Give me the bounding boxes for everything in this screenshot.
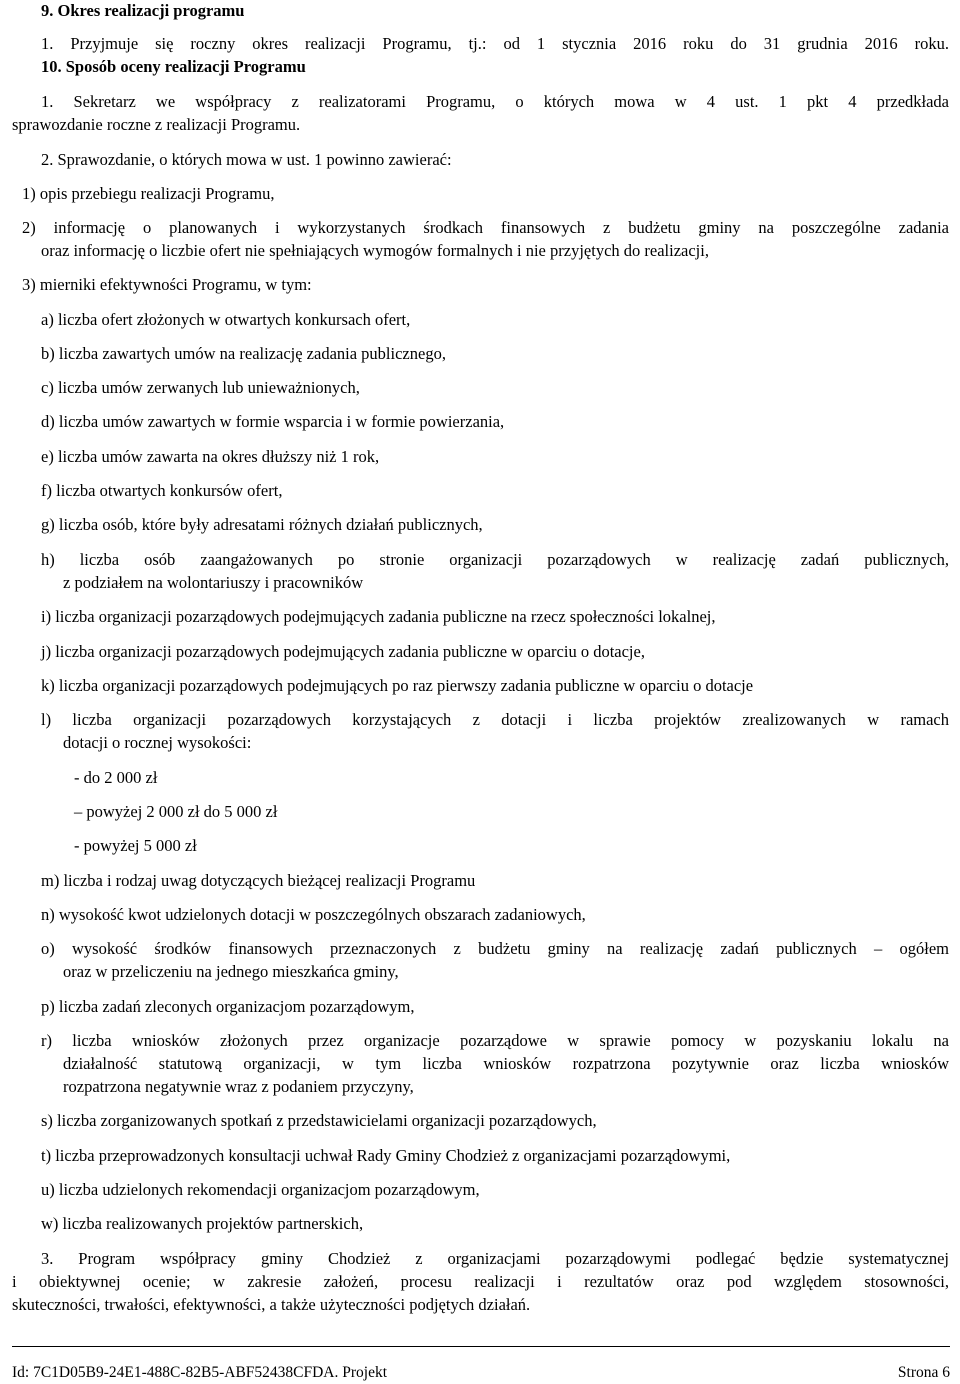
footer-divider (12, 1346, 950, 1347)
measure-l-line1: l) liczba organizacji pozarządowych korzystających z dotacji i liczba projektów zrealizowanych w ramach (41, 710, 949, 729)
measure-b: b) liczba zawartych umów na realizację zadania publicznego, (41, 344, 446, 363)
list-item-2-line1: 2) informację o planowanych i wykorzystanych środkach finansowych z budżetu gminy na poszczególne zadania (22, 218, 949, 237)
measure-w: w) liczba realizowanych projektów partnerskich, (41, 1214, 364, 1233)
paragraph-3-line2: i obiektywnej ocenie; w zakresie założeń, procesu realizacji i rezultatów oraz pod względem stosowności, (12, 1272, 949, 1291)
list-item-3: 3) mierniki efektywności Programu, w tym: (22, 275, 312, 294)
footer-document-id: Id: 7C1D05B9-24E1-488C-82B5-ABF52438CFDA. Projekt (12, 1364, 388, 1381)
measure-r-line3: rozpatrzona negatywnie wraz z podaniem przyczyny, (63, 1077, 414, 1096)
list-item-1: 1) opis przebiegu realizacji Programu, (22, 184, 275, 203)
measure-c: c) liczba umów zerwanych lub unieważnionych, (41, 378, 360, 397)
paragraph-3-line3: skuteczności, trwałości, efektywności, a także użyteczności podjętych działań. (12, 1295, 531, 1314)
measure-o-line1: o) wysokość środków finansowych przeznaczonych z budżetu gminy na realizację zadań publicznych – ogółem (41, 939, 949, 958)
measure-k: k) liczba organizacji pozarządowych podejmujących po raz pierwszy zadania publiczne w oparciu o dotacje (41, 676, 754, 695)
footer-page-number: Strona 6 (897, 1364, 950, 1381)
section-heading-9: 9. Okres realizacji programu (41, 1, 245, 20)
measure-h-line1: h) liczba osób zaangażowanych po stronie organizacji pozarządowych w realizację zadań publicznych, (41, 550, 949, 569)
measure-t: t) liczba przeprowadzonych konsultacji uchwał Rady Gminy Chodzież z organizacjami pozarządowymi, (41, 1146, 731, 1165)
measure-l-sub3: - powyżej 5 000 zł (74, 836, 197, 855)
measure-l-sub1: - do 2 000 zł (74, 768, 158, 787)
measure-p: p) liczba zadań zleconych organizacjom pozarządowym, (41, 997, 415, 1016)
measure-r-line2: działalność statutową organizacji, w tym liczba wniosków rozpatrzona pozytywnie oraz liczba wniosków (63, 1054, 949, 1073)
measure-u: u) liczba udzielonych rekomendacji organizacjom pozarządowym, (41, 1180, 480, 1199)
measure-g: g) liczba osób, które były adresatami różnych działań publicznych, (41, 515, 483, 534)
measure-i: i) liczba organizacji pozarządowych podejmujących zadania publiczne na rzecz społeczności lokalnej, (41, 607, 716, 626)
measure-d: d) liczba umów zawartych w formie wsparcia i w formie powierzania, (41, 412, 505, 431)
paragraph-1-line2: sprawozdanie roczne z realizacji Programu. (12, 115, 301, 134)
measure-l-line2: dotacji o rocznej wysokości: (63, 733, 252, 752)
measure-f: f) liczba otwartych konkursów ofert, (41, 481, 283, 500)
measure-s: s) liczba zorganizowanych spotkań z przedstawicielami organizacji pozarządowych, (41, 1111, 597, 1130)
measure-m: m) liczba i rodzaj uwag dotyczących bieżącej realizacji Programu (41, 871, 476, 890)
paragraph-1-line1: 1. Sekretarz we współpracy z realizatorami Programu, o których mowa w 4 ust. 1 pkt 4 przedkłada (41, 92, 949, 111)
paragraph-2: 2. Sprawozdanie, o których mowa w ust. 1 powinno zawierać: (41, 150, 452, 169)
paragraph-3-line1: 3. Program współpracy gminy Chodzież z organizacjami pozarządowymi podlegać będzie systematycznej (41, 1249, 949, 1268)
measure-h-line2: z podziałem na wolontariuszy i pracowników (63, 573, 364, 592)
measure-j: j) liczba organizacji pozarządowych podejmujących zadania publiczne w oparciu o dotacje, (41, 642, 645, 661)
measure-r-line1: r) liczba wniosków złożonych przez organizacje pozarządowe w sprawie pomocy w pozyskaniu lokalu na (41, 1031, 949, 1050)
section-heading-10: 10. Sposób oceny realizacji Programu (41, 57, 306, 76)
measure-l-sub2: – powyżej 2 000 zł do 5 000 zł (74, 802, 278, 821)
measure-o-line2: oraz w przeliczeniu na jednego mieszkańca gminy, (63, 962, 399, 981)
list-item-2-line2: oraz informację o liczbie ofert nie spełniających wymogów formalnych i nie przyjętych do realizacji, (41, 241, 709, 260)
measure-a: a) liczba ofert złożonych w otwartych konkursach ofert, (41, 310, 411, 329)
paragraph-period: 1. Przyjmuje się roczny okres realizacji Programu, tj.: od 1 stycznia 2016 roku do 31 grudnia 2016 roku. (41, 34, 949, 53)
measure-e: e) liczba umów zawarta na okres dłuższy niż 1 rok, (41, 447, 380, 466)
measure-n: n) wysokość kwot udzielonych dotacji w poszczególnych obszarach zadaniowych, (41, 905, 586, 924)
